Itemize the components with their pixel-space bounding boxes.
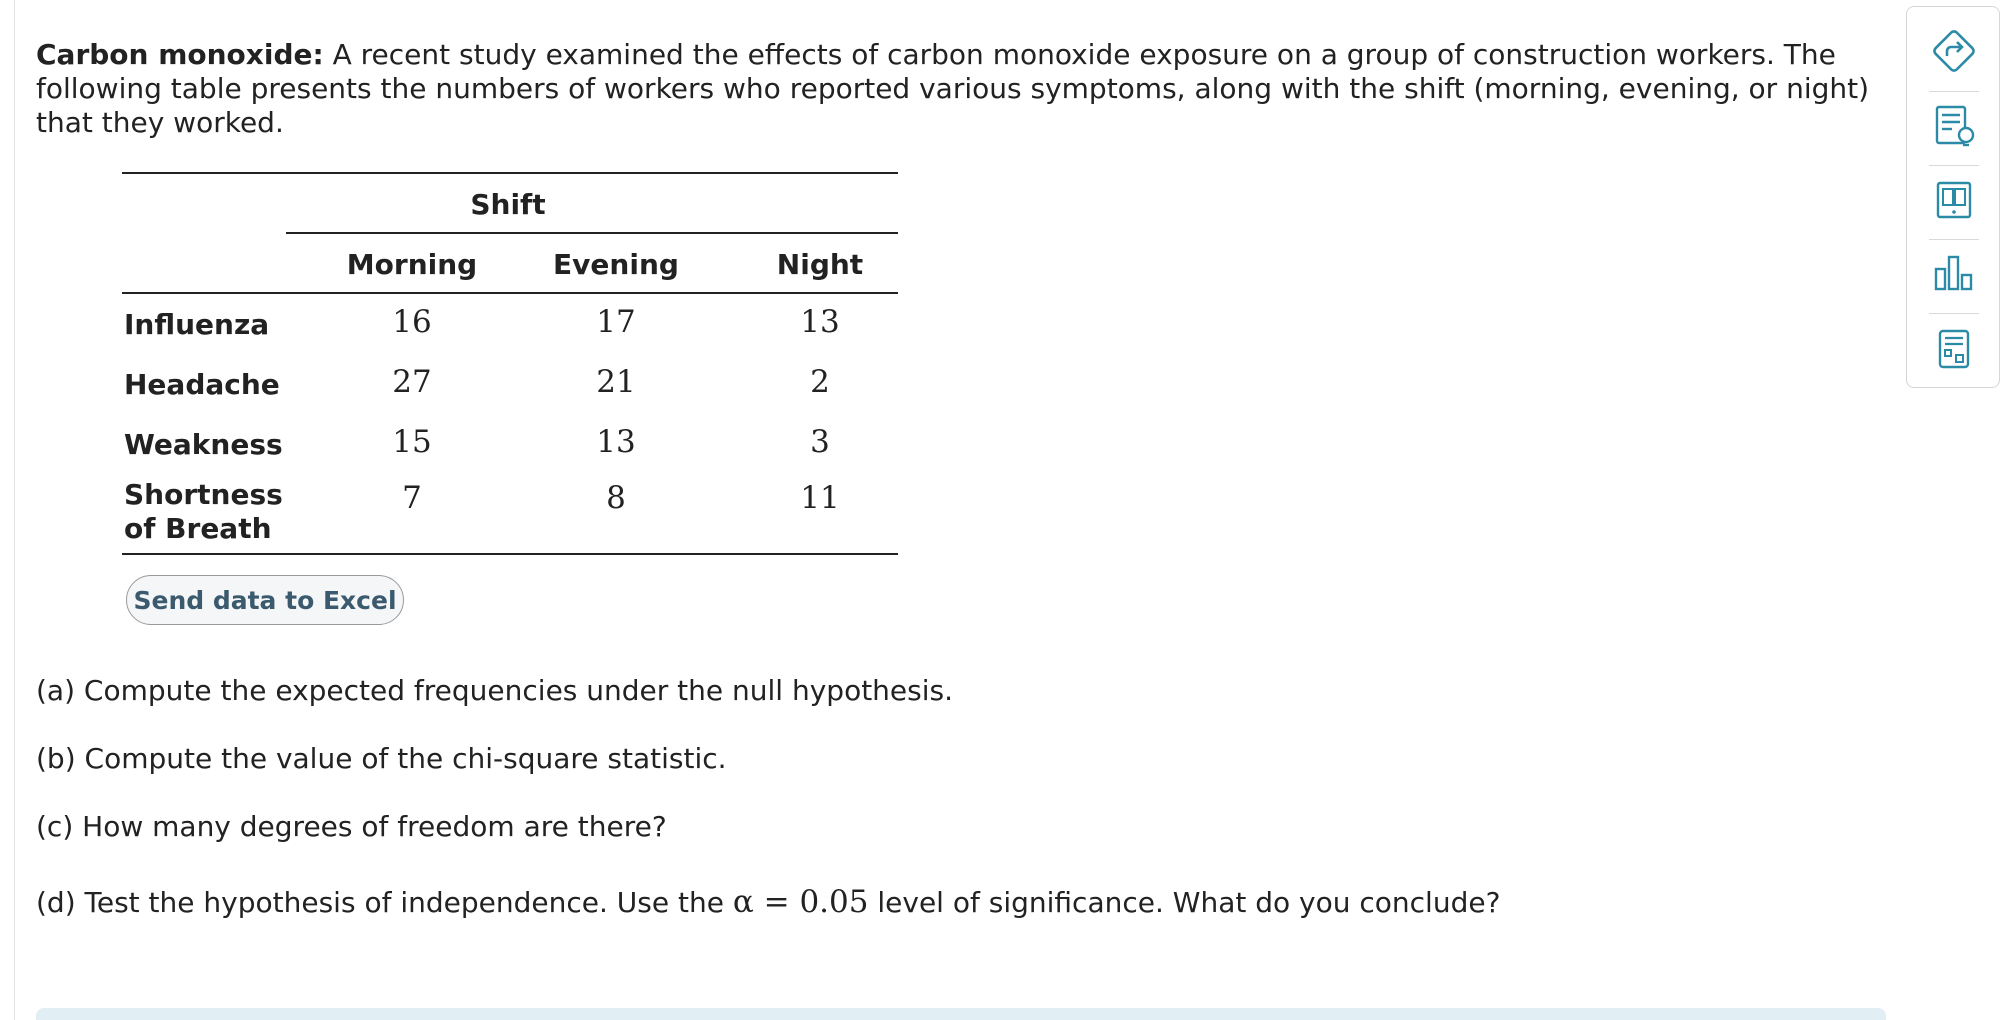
table-cell: 13 bbox=[596, 424, 636, 460]
table-cell: 13 bbox=[800, 304, 840, 340]
row-label-influenza: Influenza bbox=[124, 308, 270, 341]
alpha-expression: α = 0.05 bbox=[732, 884, 869, 920]
problem-title: Carbon monoxide: bbox=[36, 38, 324, 71]
answer-area[interactable] bbox=[36, 1008, 1886, 1020]
table-cell: 17 bbox=[596, 304, 636, 340]
hint-icon[interactable] bbox=[1924, 97, 1984, 157]
toolbar-divider bbox=[1929, 239, 1979, 240]
column-header-rule bbox=[122, 292, 898, 294]
table-cell: 3 bbox=[810, 424, 830, 460]
problem-frame bbox=[14, 0, 2004, 1020]
toolbar-divider bbox=[1929, 165, 1979, 166]
question-a: (a) Compute the expected frequencies under the null hypothesis. bbox=[36, 674, 954, 707]
table-cell: 21 bbox=[596, 364, 636, 400]
calculator-icon[interactable] bbox=[1924, 319, 1984, 379]
problem-text: A recent study examined the effects of carbon monoxide exposure on a group of construction workers. The following table presents the numbers of workers who reported various symptoms, along with the shift (morning, evening, or night) that they worked. bbox=[36, 38, 1870, 139]
table-top-rule bbox=[122, 172, 898, 174]
ebook-icon[interactable] bbox=[1924, 171, 1984, 231]
column-header-morning: Morning bbox=[346, 248, 478, 281]
shift-group-header: Shift bbox=[470, 188, 546, 221]
table-cell: 8 bbox=[606, 480, 626, 516]
shift-header-rule bbox=[286, 232, 898, 234]
column-header-night: Night bbox=[776, 248, 864, 281]
row-label-headache: Headache bbox=[124, 368, 280, 401]
table-cell: 27 bbox=[392, 364, 432, 400]
question-d: (d) Test the hypothesis of independence. Use the α = 0.05 level of significance. What do you conclude? bbox=[36, 884, 1501, 920]
send-data-to-excel-button[interactable]: Send data to Excel bbox=[126, 575, 404, 625]
explanation-icon[interactable] bbox=[1924, 21, 1984, 81]
toolbar-divider bbox=[1929, 91, 1979, 92]
question-c: (c) How many degrees of freedom are there? bbox=[36, 810, 667, 843]
table-cell: 11 bbox=[800, 480, 840, 516]
table-cell: 16 bbox=[392, 304, 432, 340]
table-cell: 15 bbox=[392, 424, 432, 460]
row-label-shortness-of-breath: Shortness of Breath bbox=[124, 478, 283, 545]
question-b: (b) Compute the value of the chi-square statistic. bbox=[36, 742, 727, 775]
table-cell: 2 bbox=[810, 364, 830, 400]
problem-statement bbox=[36, 38, 1896, 140]
row-label-weakness: Weakness bbox=[124, 428, 283, 461]
toolbar-divider bbox=[1929, 313, 1979, 314]
column-header-evening: Evening bbox=[553, 248, 679, 281]
table-bottom-rule bbox=[122, 553, 898, 555]
data-chart-icon[interactable] bbox=[1924, 245, 1984, 305]
table-cell: 7 bbox=[402, 480, 422, 516]
tools-sidebar bbox=[1906, 6, 2000, 388]
